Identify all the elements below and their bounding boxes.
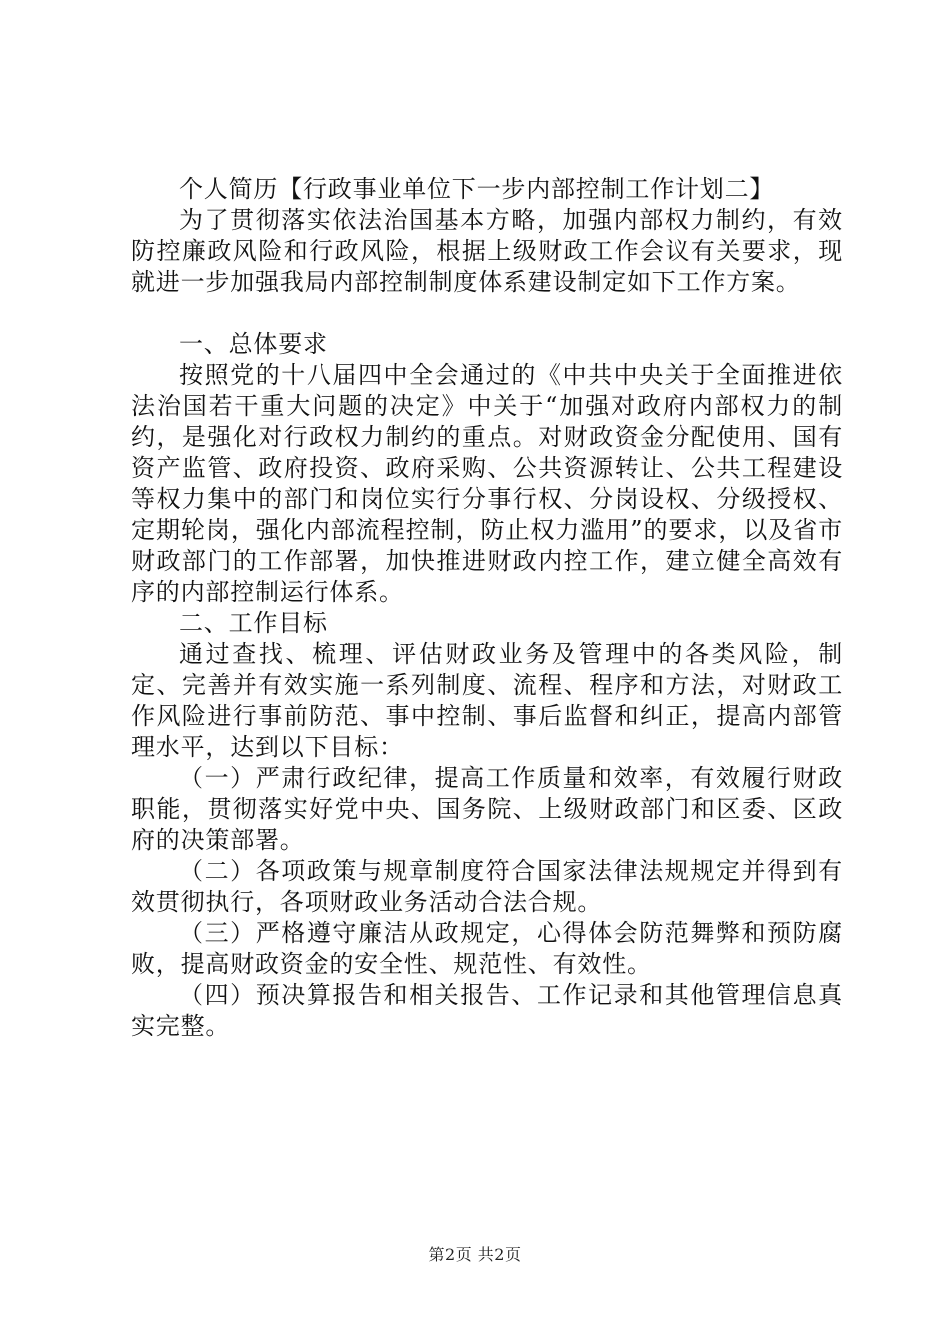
paragraph-spacer [131,298,843,329]
goal-item-1: （一）严肃行政纪律，提高工作质量和效率，有效履行财政职能，贯彻落实好党中央、国务院、上级财政部门和区委、区政府的决策部署。 [131,764,843,854]
intro-paragraph: 为了贯彻落实依法治国基本方略，加强内部权力制约，有效防控廉政风险和行政风险，根据上级财政工作会议有关要求，现就进一步加强我局内部控制制度体系建设制定如下工作方案。 [131,206,843,296]
section-body-general-requirements: 按照党的十八届四中全会通过的《中共中央关于全面推进依法治国若干重大问题的决定》中关于“加强对政府内部权力的制约，是强化对行政权力制约的重点。对财政资金分配使用、国有资产监管、政府投资、政府采购、公共资源转让、公共工程建设等权力集中的部门和岗位实行分事行权、分岗设权、分级授权、定期轮岗，强化内部流程控制，防止权力滥用”的要求，以及省市财政部门的工作部署，加快推进财政内控工作，建立健全高效有序的内部控制运行体系。 [131,361,843,606]
document-title: 个人简历【行政事业单位下一步内部控制工作计划二】 [179,175,775,203]
goal-item-2: （二）各项政策与规章制度符合国家法律法规规定并得到有效贯彻执行，各项财政业务活动合法合规。 [131,857,843,916]
section-body-work-goals: 通过查找、梳理、评估财政业务及管理中的各类风险，制定、完善并有效实施一系列制度、流程、程序和方法，对财政工作风险进行事前防范、事中控制、事后监督和纠正，提高内部管理水平，达到以下目标： [131,640,843,761]
page-footer: 第2页 共2页 [428,1245,522,1264]
section-heading-general-requirements: 一、总体要求 [179,330,328,358]
goal-item-4: （四）预决算报告和相关报告、工作记录和其他管理信息真实完整。 [131,981,843,1040]
goal-item-3: （三）严格遵守廉洁从政规定，心得体会防范舞弊和预防腐败，提高财政资金的安全性、规范性、有效性。 [131,919,843,978]
document-body [131,174,843,1042]
section-heading-work-goals: 二、工作目标 [179,609,328,637]
